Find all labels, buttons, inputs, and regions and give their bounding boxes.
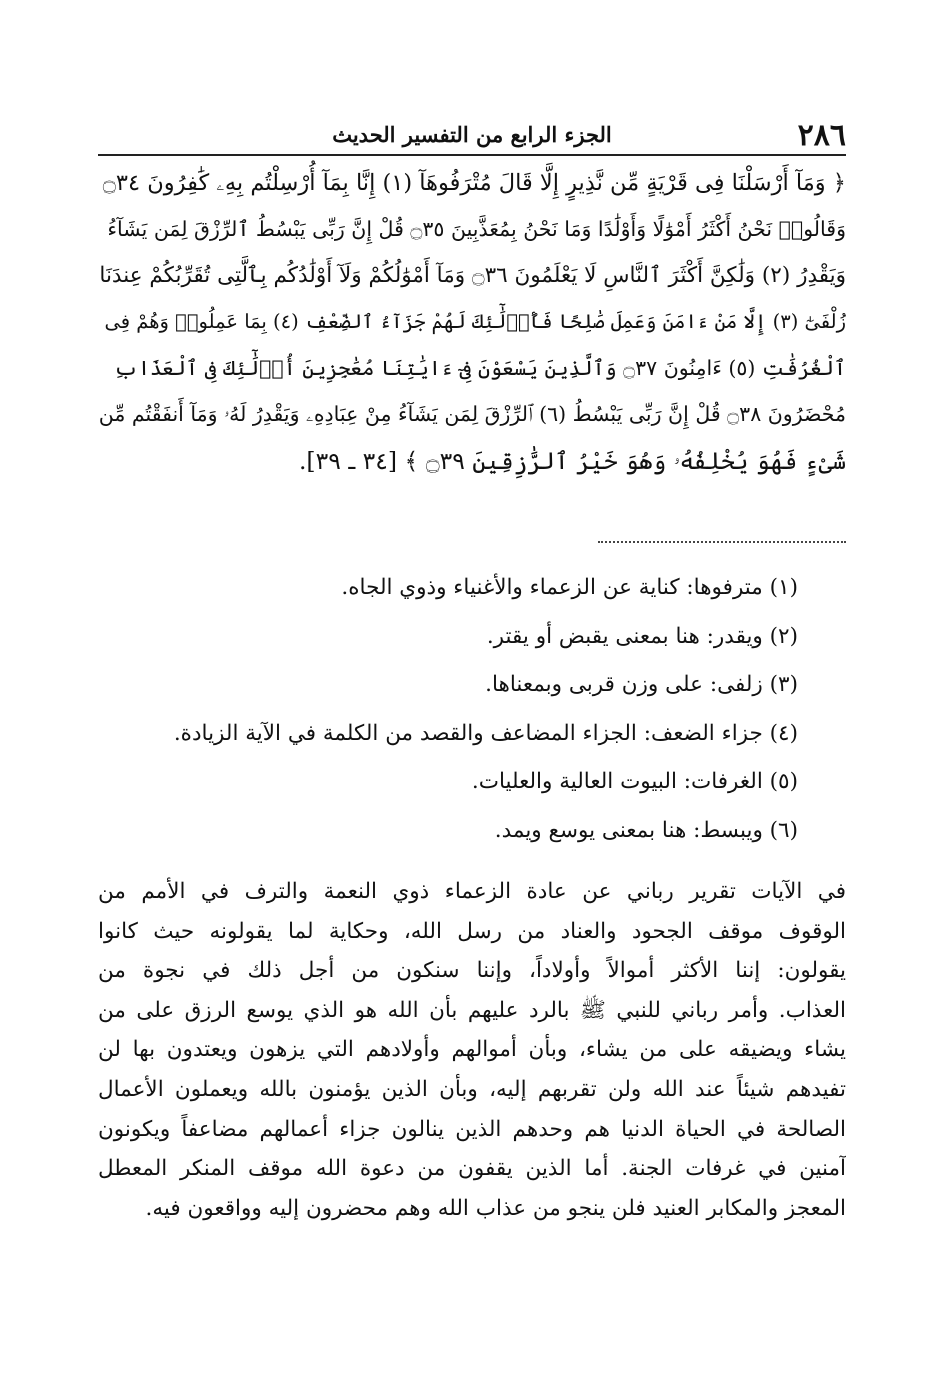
verse-line: مُحْضَرُونَ ۝٣٨ قُلْ إِنَّ رَبِّى يَبْسُطُ (٦) ٱلرِّزْقَ لِمَن يَشَآءُ مِنْ عِبَادِهِۦ وَيَقْدِرُ لَهُۥ وَمَآ أَنفَقْتُم مِّن — [98, 402, 846, 427]
commentary-line: المعجز والمكابر العنيد فلن ينجو من عذاب الله وهم محضرون إليه وواقعون فيه. — [145, 1195, 846, 1221]
verse-line: زُلْفَىٰٓ (٣) إِلَّا مَنْ ءَامَنَ وَعَمِلَ صَٰلِحًا فَأُو۟لَٰٓئِكَ لَهُمْ جَزَآءُ ٱلضِّعْفِ (٤) بِمَا عَمِلُوا۟ وَهُمْ فِى — [104, 309, 846, 333]
running-title: الجزء الرابع من التفسير الحديث — [332, 122, 612, 147]
page-number: ٢٨٦ — [797, 118, 846, 153]
commentary-line: العذاب. وأمر رباني للنبي ﷺ بالرد عليهم بأن الله هو الذي يوسع الرزق على من — [98, 997, 846, 1023]
footnote: (٢) ويقدر: هنا بمعنى يقبض أو يقتر. — [486, 623, 798, 649]
commentary-paragraph — [98, 872, 846, 1228]
verse-line: وَقَالُوا۟ نَحْنُ أَكْثَرُ أَمْوَٰلًا وَأَوْلَٰدًا وَمَا نَحْنُ بِمُعَذَّبِينَ ۝٣٥ قُلْ إِنَّ رَبِّى يَبْسُطُ ٱلرِّزْقَ لِمَن يَشَآءُ — [107, 217, 846, 242]
quran-verses — [98, 160, 846, 484]
footnote-separator — [598, 541, 846, 543]
footnote: (٥) الغرفات: البيوت العالية والعليات. — [471, 769, 798, 795]
footnote: (٤) جزاء الضعف: الجزاء المضاعف والقصد من الكلمة في الآية الزيادة. — [173, 720, 798, 746]
verse-line: ٱلْغُرُفَٰتِ (٥) ءَامِنُونَ ۝٣٧ وَٱلَّذِينَ يَسْعَوْنَ فِىٓ ءَايَٰتِنَا مُعَٰجِزِينَ أُو۟لَٰٓئِكَ فِى ٱلْعَذَابِ — [113, 356, 846, 381]
page-header — [98, 118, 846, 152]
footnote: (١) مترفوها: كناية عن الزعماء والأغنياء وذوي الجاه. — [341, 575, 798, 600]
commentary-line: آمنين في غرفات الجنة. أما الذين يقفون من دعوة الله موقف المنكر المعطل — [98, 1156, 846, 1182]
commentary-line: يقولون: إننا الأكثر أموالاً وأولاداً، وإننا سنكون من أجل ذلك في نجوة من — [98, 958, 846, 984]
verse-line: ﴿ وَمَآ أَرْسَلْنَا فِى قَرْيَةٍ مِّن نَّذِيرٍ إِلَّا قَالَ مُتْرَفُوهَآ (١) إِنَّا بِمَآ أُرْسِلْتُم بِهِۦ كَٰفِرُونَ ۝٣٤ — [102, 170, 846, 196]
footnote: (٣) زلفى: على وزن قربى وبمعناها. — [485, 672, 798, 698]
commentary-line: الصالحة في الحياة الدنيا هم وحدهم الذين ينالون جزاء أعمالهم مضاعفاً ويكونون — [98, 1116, 846, 1142]
header-rule — [98, 154, 846, 156]
footnotes — [98, 570, 798, 862]
footnote: (٦) ويبسط: هنا بمعنى يوسع ويمد. — [494, 817, 798, 843]
commentary-line: يشاء ويضيقه على من يشاء، وبأن أموالهم وأولادهم التي يزهون ويعتدون بها لن — [98, 1037, 846, 1063]
commentary-line: تفيدهم شيئاً عند الله ولن تقربهم إليه، وبأن الذين يؤمنون بالله ويعملون الأعمال — [98, 1076, 846, 1102]
verse-line: وَيَقْدِرُ (٢) وَلَٰكِنَّ أَكْثَرَ ٱلنَّاسِ لَا يَعْلَمُونَ ۝٣٦ وَمَآ أَمْوَٰلُكُمْ وَلَآ أَوْلَٰدُكُم بِٱلَّتِى تُقَرِّبُكُمْ عِندَنَا — [99, 262, 846, 288]
commentary-line: في الآيات تقرير رباني عن عادة الزعماء ذوي النعمة والترف في الأمم من — [98, 879, 846, 904]
commentary-line: الوقوف موقف الجحود والعناد من رسل الله، وحكاية لما يقولونه حيث كانوا — [98, 918, 846, 944]
verse-line: شَىْءٍ فَهُوَ يُخْلِفُهُۥ وَهُوَ خَيْرُ ٱلرَّٰزِقِينَ ۝٣٩ ﴾ [٣٤ ـ ٣٩]. — [298, 446, 846, 475]
